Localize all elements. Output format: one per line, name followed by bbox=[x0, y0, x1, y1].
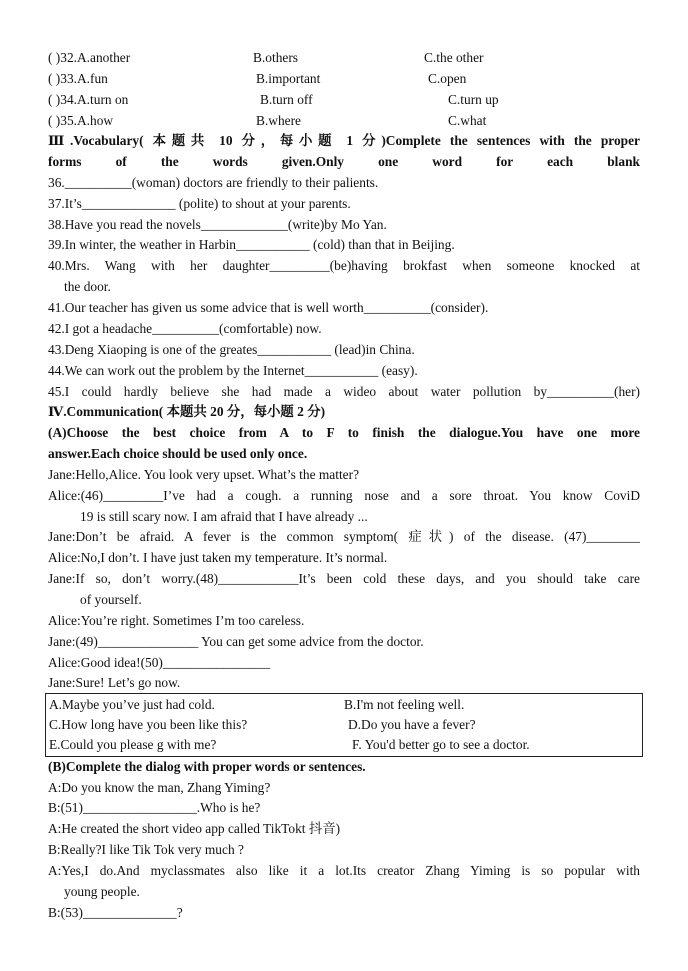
dialogue-line: Jane:Don’t be afraid. A fever is the common symptom( 症状) of the disease. (47)________ bbox=[48, 529, 640, 544]
dialogue-line: Alice:No,I don’t. I have just taken my temperature. It’s normal. bbox=[48, 550, 388, 565]
dialogue-line: Jane:Sure! Let’s go now. bbox=[48, 675, 181, 690]
mc-33-option-b: B.important bbox=[256, 71, 321, 86]
part-b-line: A:He created the short video app called TikTokt 抖音) bbox=[48, 821, 341, 836]
mc-32-option-b: B.others bbox=[253, 50, 299, 65]
option-d: D.Do you have a fever? bbox=[348, 717, 476, 732]
option-f: F. You'd better go to see a doctor. bbox=[352, 737, 530, 752]
vocab-item-43: 43.Deng Xiaoping is one of the greates___________ (lead)in China. bbox=[48, 342, 415, 357]
mc-33-stem: ( )33.A.fun bbox=[48, 71, 108, 86]
part-a-instruction-line-2: answer.Each choice should be used only once. bbox=[48, 446, 308, 461]
option-c: C.How long have you been like this? bbox=[49, 717, 248, 732]
part-b-line: B:(51)_________________.Who is he? bbox=[48, 800, 261, 815]
mc-34-option-c: C.turn up bbox=[448, 92, 499, 107]
option-b: B.I'm not feeling well. bbox=[344, 697, 465, 712]
mc-35-option-c: C.what bbox=[448, 113, 487, 128]
vocab-item-44: 44.We can work out the problem by the Internet___________ (easy). bbox=[48, 363, 418, 378]
mc-35-stem: ( )35.A.how bbox=[48, 113, 114, 128]
vocab-item-37: 37.It’s______________ (polite) to shout at your parents. bbox=[48, 196, 351, 211]
section-4-heading: Ⅳ.Communication( 本题共 20 分，每小题 2 分) bbox=[48, 404, 326, 419]
option-e: E.Could you please g with me? bbox=[49, 737, 217, 752]
vocab-item-45: 45.I could hardly believe she had made a wideo about water pollution by__________(her) bbox=[48, 384, 640, 399]
answer-options-box bbox=[45, 693, 643, 757]
dialogue-line: Jane:Hello,Alice. You look very upset. What’s the matter? bbox=[48, 467, 360, 482]
vocab-item-36: 36.__________(woman) doctors are friendly to their palients. bbox=[48, 175, 379, 190]
part-b-line: A:Do you know the man, Zhang Yiming? bbox=[48, 780, 271, 795]
part-b-line: B:Really?I like Tik Tok very much ? bbox=[48, 842, 244, 857]
vocab-item-39: 39.In winter, the weather in Harbin___________ (cold) than that in Beijing. bbox=[48, 237, 455, 252]
part-b-line: young people. bbox=[64, 884, 140, 899]
part-b-line: A:Yes,I do.And myclassmates also like it a lot.Its creator Zhang Yiming is so popular with bbox=[48, 863, 640, 878]
vocab-item-42: 42.I got a headache__________(comfortable) now. bbox=[48, 321, 322, 336]
mc-32-option-c: C.the other bbox=[424, 50, 484, 65]
dialogue-line: Alice:(46)_________I’ve had a cough. a running nose and a sore throat. You know CoviD bbox=[48, 488, 640, 503]
dialogue-line: Alice:You’re right. Sometimes I’m too careless. bbox=[48, 613, 305, 628]
dialogue-line: Jane:If so, don’t worry.(48)____________It’s been cold these days, and you should take care bbox=[48, 571, 640, 586]
vocab-item-40: 40.Mrs. Wang with her daughter_________(be)having brokfast when someone knocked at bbox=[48, 258, 640, 273]
vocab-item-38: 38.Have you read the novels_____________(write)by Mo Yan. bbox=[48, 217, 387, 232]
dialogue-line: Jane:(49)_______________ You can get some advice from the doctor. bbox=[48, 634, 424, 649]
mc-32-stem: ( )32.A.another bbox=[48, 50, 131, 65]
section-3-heading-line-1: Ⅲ.Vocabulary( 本题共 10 分，每小题 1 分)Complete the sentences with the proper bbox=[48, 133, 640, 148]
mc-34-stem: ( )34.A.turn on bbox=[48, 92, 129, 107]
option-a: A.Maybe you’ve just had cold. bbox=[49, 697, 215, 712]
part-b-line: B:(53)______________? bbox=[48, 905, 183, 920]
dialogue-line: of yourself. bbox=[80, 592, 142, 607]
mc-34-option-b: B.turn off bbox=[260, 92, 313, 107]
dialogue-line: 19 is still scary now. I am afraid that I have already ... bbox=[80, 509, 368, 524]
mc-33-option-c: C.open bbox=[428, 71, 467, 86]
mc-35-option-b: B.where bbox=[256, 113, 301, 128]
vocab-item-40-cont: the door. bbox=[64, 279, 111, 294]
part-a-instruction-line-1: (A)Choose the best choice from A to F to finish the dialogue.You have one more bbox=[48, 425, 640, 440]
part-b-heading: (B)Complete the dialog with proper words or sentences. bbox=[48, 759, 366, 774]
vocab-item-41: 41.Our teacher has given us some advice that is well worth__________(consider). bbox=[48, 300, 489, 315]
dialogue-line: Alice:Good idea!(50)________________ bbox=[48, 655, 271, 670]
section-3-heading-line-2: forms of the words given.Only one word for each blank bbox=[48, 154, 640, 169]
